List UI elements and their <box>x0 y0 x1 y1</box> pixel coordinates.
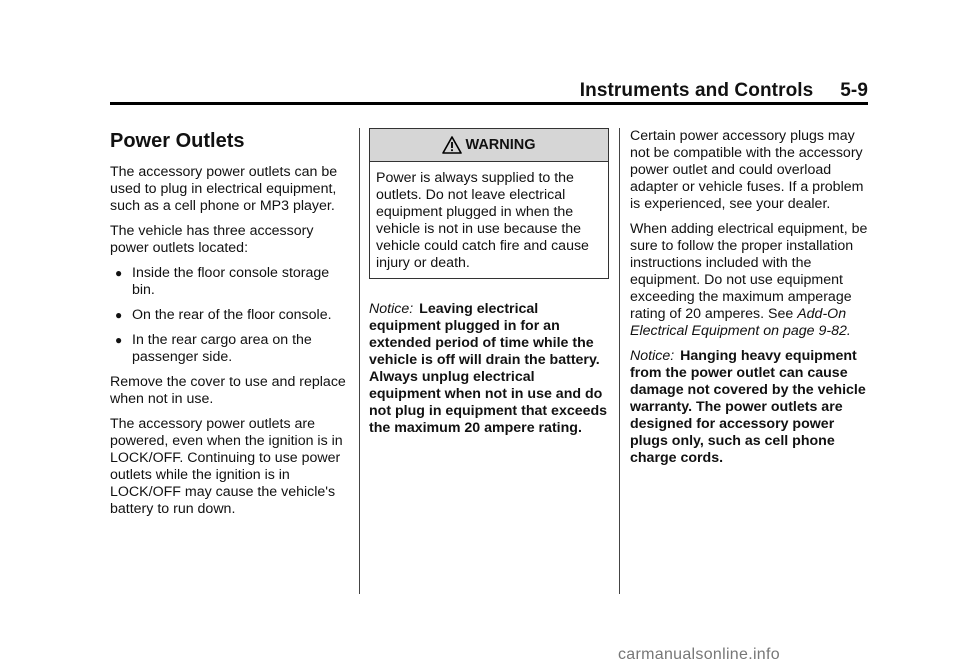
notice-label: Notice: <box>369 301 414 317</box>
bullet-icon: ● <box>115 333 123 347</box>
list-item: ● Inside the floor console storage bin. <box>115 265 330 298</box>
column-3 <box>630 128 870 475</box>
notice-label: Notice: <box>630 348 675 364</box>
column-divider-1 <box>359 128 360 594</box>
warning-title: WARNING <box>465 136 536 153</box>
paragraph: When adding electrical equipment, be sure to follow the proper installation instructions included with the equipment. Do not use equipment exceeding the maximum amperage rating of 20 amperes. See Add-On Electrical Equipment on page 9-82. <box>630 221 868 339</box>
page-header <box>110 76 868 104</box>
list-item: ● On the rear of the floor console. <box>115 307 332 323</box>
column-1 <box>110 128 350 526</box>
notice-text: Leaving electrical equipment plugged in for an extended period of time while the vehicle is off will drain the battery. Always unplug electrical equipment when not in use and do not plug in equipment that exceeds the maximum 20 ampere rating. <box>369 301 608 436</box>
watermark: carmanualsonline.info <box>618 646 780 663</box>
page-reference: Add-On Electrical Equipment on page 9-82. <box>630 306 851 339</box>
outlet-location-list <box>110 265 350 366</box>
header-title: Instruments and Controls 5-9 <box>579 80 868 101</box>
paragraph: The accessory power outlets can be used to plug in electrical equipment, such as a cell phone or MP3 player. <box>110 164 338 214</box>
paragraph: Remove the cover to use and replace when not in use. <box>110 374 346 407</box>
bullet-icon: ● <box>115 266 123 280</box>
warning-box <box>369 128 609 279</box>
notice-text: Hanging heavy equipment from the power outlet can cause damage not covered by the vehicle warranty. The power outlets are designed for accessory power plugs only, such as cell phone charge cords. <box>630 348 866 466</box>
list-item: ● In the rear cargo area on the passenger side. <box>115 332 312 365</box>
warning-header <box>370 129 608 162</box>
warning-triangle-icon <box>442 136 462 154</box>
paragraph: The vehicle has three accessory power outlets located: <box>110 223 314 256</box>
column-divider-2 <box>619 128 620 594</box>
warning-text: Power is always supplied to the outlets. Do not leave electrical equipment plugged in when the vehicle is not in use because the vehicle could catch fire and cause injury or death. <box>376 170 589 271</box>
header-rule <box>110 102 868 105</box>
section-title: Power Outlets <box>110 130 245 152</box>
notice-paragraph <box>630 348 870 467</box>
notice-paragraph <box>369 301 609 437</box>
paragraph: The accessory power outlets are powered, even when the ignition is in LOCK/OFF. Continuing to use power outlets while the ignition is in LOCK/OFF may cause the vehicle's battery to run down. <box>110 416 343 517</box>
bullet-icon: ● <box>115 308 123 322</box>
column-2 <box>369 128 609 445</box>
paragraph: Certain power accessory plugs may not be compatible with the accessory power outlet and could overload adapter or vehicle fuses. If a problem is experienced, see your dealer. <box>630 128 864 212</box>
